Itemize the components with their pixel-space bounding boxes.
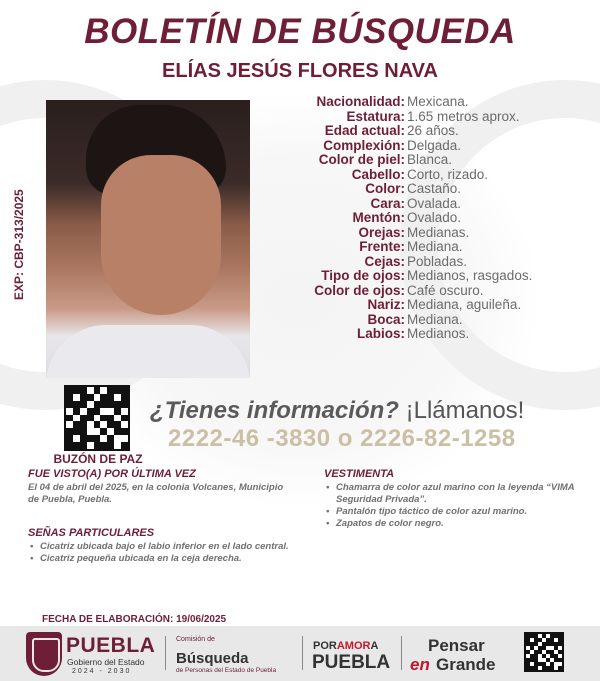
feature-label: Color de ojos: <box>314 282 405 298</box>
clothing-item: • Pantalón tipo táctico de color azul marino. <box>326 506 588 518</box>
clothing-item: • Zapatos de color negro. <box>326 518 588 530</box>
feature-label: Nacionalidad: <box>316 94 405 109</box>
feature-value: Mediana, aguileña. <box>407 297 522 312</box>
qr-code-buzon[interactable] <box>64 385 130 451</box>
divider <box>401 636 402 670</box>
feature-row <box>262 95 592 110</box>
feature-value: Pobladas. <box>407 253 468 269</box>
busqueda-label: Búsqueda <box>176 650 249 667</box>
feature-value: Ovalada. <box>407 195 462 211</box>
call-us: ¡Llámanos! <box>405 397 525 424</box>
feature-row <box>262 153 592 168</box>
feature-label: Frente: <box>359 239 405 254</box>
feature-label: Mentón: <box>352 210 405 225</box>
feature-value: Café oscuro. <box>407 282 484 298</box>
clothing-item: • Chamarra de color azul marino con la leyenda “VIMA Seguridad Privada”. <box>326 482 588 506</box>
feature-value: Medianos, rasgados. <box>407 268 533 283</box>
state-seal-icon <box>26 632 62 676</box>
feature-row <box>262 255 592 270</box>
feature-row <box>262 284 592 299</box>
feature-label: Estatura: <box>346 108 405 124</box>
feature-row <box>262 226 592 241</box>
feature-label: Boca: <box>367 311 405 327</box>
feature-row <box>262 211 592 226</box>
comision-label: Comisión de <box>176 636 215 643</box>
feature-value: Delgada. <box>407 137 462 153</box>
feature-row <box>262 327 592 342</box>
feature-row <box>262 240 592 255</box>
last-seen-text: El 04 de abril del 2025, en la colonia Volcanes, Municipio de Puebla, Puebla. <box>28 482 284 505</box>
gobierno-text: Gobierno del Estado <box>67 657 145 667</box>
feature-label: Orejas: <box>358 224 405 240</box>
feature-label: Labios: <box>356 326 405 341</box>
feature-label: Cejas: <box>364 253 405 269</box>
busqueda-sub-label: de Personas del Estado de Puebla <box>176 667 277 674</box>
last-seen-heading: FUE VISTO(A) POR ÚLTIMA VEZ <box>28 468 196 480</box>
clothing-list <box>326 482 588 530</box>
bulletin-title: BOLETÍN DE BÚSQUEDA <box>84 12 516 51</box>
grande-label: Grande <box>436 655 496 674</box>
feature-row <box>262 110 592 125</box>
feature-label: Tipo de ojos: <box>321 268 405 283</box>
por-amor-label: PORAMORA <box>313 640 379 652</box>
case-number: EXP: CBP-313/2025 <box>12 189 26 300</box>
feature-value: Ovalado. <box>407 210 462 225</box>
info-prompt <box>150 397 590 425</box>
marks-item: • Cicatriz pequeña ubicada en la ceja derecha. <box>30 553 360 565</box>
feature-row <box>262 124 592 139</box>
feature-row <box>262 168 592 183</box>
clothing-heading: VESTIMENTA <box>324 468 395 480</box>
feature-row <box>262 313 592 328</box>
qr-code-footer[interactable] <box>524 632 564 672</box>
feature-label: Nariz: <box>367 297 405 312</box>
years-text: 2024 - 2030 <box>72 668 132 675</box>
feature-value: Mexicana. <box>407 94 469 109</box>
feature-value: Mediana. <box>407 239 463 254</box>
feature-row <box>262 139 592 154</box>
missing-person-name: ELÍAS JESÚS FLORES NAVA <box>162 60 438 82</box>
feature-value: Corto, rizado. <box>407 166 489 182</box>
info-question: ¿Tienes información? <box>150 397 399 424</box>
puebla-logo-text: PUEBLA <box>66 634 156 657</box>
elaboration-date: FECHA DE ELABORACIÓN: 19/06/2025 <box>42 614 227 625</box>
person-photo <box>46 100 250 378</box>
marks-item: • Cicatriz ubicada bajo el labio inferior en el lado central. <box>30 541 360 553</box>
divider <box>165 636 166 670</box>
feature-value: Medianos. <box>407 326 470 341</box>
feature-row <box>262 269 592 284</box>
feature-label: Edad actual: <box>324 123 405 138</box>
pensar-label: Pensar <box>428 636 485 655</box>
puebla-slogan-text: PUEBLA <box>312 652 391 673</box>
footer-logos <box>0 626 600 681</box>
feature-label: Cara: <box>370 195 405 211</box>
marks-list <box>30 541 360 565</box>
feature-row <box>262 298 592 313</box>
feature-value: Medianas. <box>407 224 470 240</box>
features-list <box>262 95 592 342</box>
feature-value: Mediana. <box>407 311 463 327</box>
marks-heading: SEÑAS PARTICULARES <box>28 527 155 539</box>
feature-label: Complexión: <box>323 137 405 153</box>
divider <box>302 636 303 670</box>
feature-value: Blanca. <box>407 152 453 167</box>
buzon-label: BUZÓN DE PAZ <box>53 452 143 466</box>
feature-label: Cabello: <box>351 166 405 182</box>
feature-label: Color de piel: <box>318 152 405 167</box>
feature-value: 1.65 metros aprox. <box>407 108 520 124</box>
feature-row <box>262 182 592 197</box>
en-label: en <box>410 655 430 674</box>
feature-label: Color: <box>365 181 405 196</box>
feature-row <box>262 197 592 212</box>
feature-value: Castaño. <box>407 181 462 196</box>
feature-value: 26 años. <box>407 123 459 138</box>
phone-numbers[interactable]: 2222-46 -3830 o 2226-82-1258 <box>168 425 516 452</box>
